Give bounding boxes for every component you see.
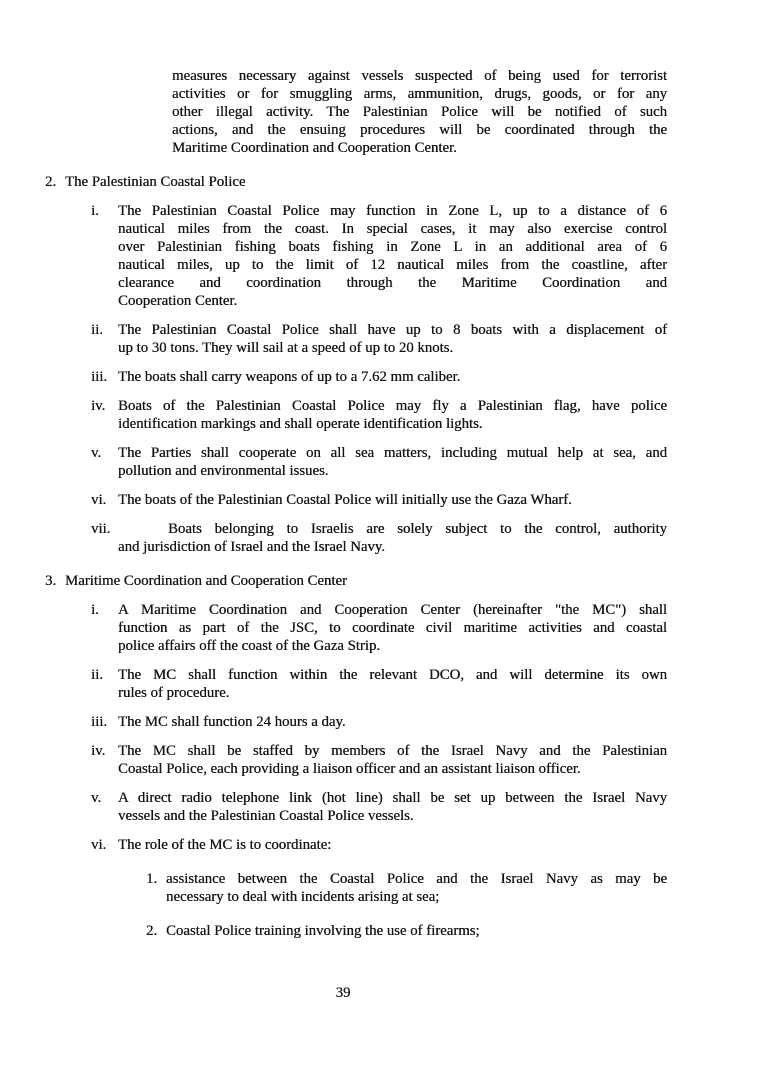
- item-line: A Maritime Coordination and Cooperation Center (hereinafter "the MC") shall: [118, 602, 667, 618]
- sub-item-1: [146, 870, 758, 906]
- item-line: necessary to deal with incidents arising at sea;: [166, 889, 440, 905]
- list-item-iii: [91, 713, 758, 731]
- section-number: 2.: [45, 174, 57, 190]
- item-line: clearance and coordination through the Maritime Coordination and: [118, 275, 667, 291]
- item-line: Cooperation Center.: [118, 293, 238, 309]
- item-line: identification markings and shall operate identification lights.: [118, 416, 483, 432]
- item-line: over Palestinian fishing boats fishing in Zone L in an additional area of 6: [118, 239, 667, 255]
- item-line: The Palestinian Coastal Police shall have up to 8 boats with a displacement of: [118, 322, 667, 338]
- item-text: [118, 202, 667, 310]
- list-item-iii: [91, 368, 758, 386]
- item-line: police affairs off the coast of the Gaza Strip.: [118, 638, 381, 654]
- item-text: [118, 520, 667, 556]
- item-marker: v.: [91, 790, 102, 806]
- item-line: rules of procedure.: [118, 685, 230, 701]
- item-line: Boats belonging to Israelis are solely subject to the control, authority: [168, 521, 667, 537]
- list-item-v: [91, 444, 758, 480]
- section-heading-2: [45, 173, 758, 191]
- paragraph-line: other illegal activity. The Palestinian Police will be notified of such: [172, 104, 667, 120]
- item-text: [118, 666, 667, 702]
- item-line: The Parties shall cooperate on all sea matters, including mutual help at sea, and: [118, 445, 667, 461]
- section-number: 3.: [45, 573, 57, 589]
- paragraph-line: actions, and the ensuing procedures will be coordinated through the: [172, 122, 667, 138]
- item-text: [166, 870, 667, 906]
- item-line: vessels and the Palestinian Coastal Police vessels.: [118, 808, 414, 824]
- paragraph-line: activities or for smuggling arms, ammunition, drugs, goods, or for any: [172, 86, 667, 102]
- list-item-vi: [91, 836, 758, 854]
- item-line: assistance between the Coastal Police and the Israel Navy as may be: [166, 871, 667, 887]
- item-marker: i.: [91, 602, 99, 618]
- item-text: [118, 713, 667, 731]
- item-line: The boats shall carry weapons of up to a 7.62 mm caliber.: [118, 369, 461, 385]
- paragraph-line: Maritime Coordination and Cooperation Center.: [172, 140, 457, 156]
- list-item-i: [91, 601, 758, 655]
- list-item-iv: [91, 397, 758, 433]
- item-line: function as part of the JSC, to coordinate civil maritime activities and coastal: [118, 620, 667, 636]
- item-line: nautical miles, up to the limit of 12 nautical miles from the coastline, after: [118, 257, 667, 273]
- item-line: and jurisdiction of Israel and the Israel Navy.: [118, 539, 385, 555]
- paragraph-line: measures necessary against vessels suspected of being used for terrorist: [172, 68, 667, 84]
- section-title: The Palestinian Coastal Police: [65, 174, 246, 190]
- item-line: The boats of the Palestinian Coastal Police will initially use the Gaza Wharf.: [118, 492, 572, 508]
- item-text: [118, 491, 667, 509]
- item-marker: ii.: [91, 667, 103, 683]
- item-marker: 2.: [146, 923, 158, 939]
- item-text: [118, 742, 667, 778]
- item-marker: 1.: [146, 871, 158, 887]
- item-line: Coastal Police, each providing a liaison officer and an assistant liaison officer.: [118, 761, 581, 777]
- item-line: nautical miles from the coast. In special cases, it may also exercise control: [118, 221, 667, 237]
- item-line: The MC shall be staffed by members of the Israel Navy and the Palestinian: [118, 743, 667, 759]
- item-line: up to 30 tons. They will sail at a speed of up to 20 knots.: [118, 340, 454, 356]
- item-marker: ii.: [91, 322, 103, 338]
- sub-item-2: [146, 922, 758, 940]
- list-item-vi: [91, 491, 758, 509]
- item-marker: iii.: [91, 369, 108, 385]
- item-line: The Palestinian Coastal Police may function in Zone L, up to a distance of 6: [118, 203, 667, 219]
- item-line: pollution and environmental issues.: [118, 463, 329, 479]
- item-marker: iv.: [91, 743, 106, 759]
- list-item-ii: [91, 321, 758, 357]
- item-text: [118, 321, 667, 357]
- item-text: [118, 601, 667, 655]
- item-text: [118, 368, 667, 386]
- list-item-vii: [91, 520, 758, 556]
- item-marker: vi.: [91, 837, 107, 853]
- item-line: Boats of the Palestinian Coastal Police may fly a Palestinian flag, have police: [118, 398, 667, 414]
- item-line: A direct radio telephone link (hot line) shall be set up between the Israel Navy: [118, 790, 667, 806]
- item-marker: vii.: [91, 521, 111, 537]
- item-marker: vi.: [91, 492, 107, 508]
- item-marker: iv.: [91, 398, 106, 414]
- page-number: 39: [335, 985, 351, 1001]
- item-line: The MC shall function within the relevant DCO, and will determine its own: [118, 667, 667, 683]
- list-item-iv: [91, 742, 758, 778]
- list-item-v: [91, 789, 758, 825]
- item-marker: v.: [91, 445, 102, 461]
- item-text: [118, 397, 667, 433]
- item-text: [118, 836, 667, 854]
- item-marker: iii.: [91, 714, 108, 730]
- item-text: [118, 789, 667, 825]
- section-heading-3: [45, 572, 758, 590]
- list-item-ii: [91, 666, 758, 702]
- item-text: [118, 444, 667, 480]
- intro-paragraph: [172, 0, 667, 157]
- section-title: Maritime Coordination and Cooperation Center: [65, 573, 347, 589]
- item-marker: i.: [91, 203, 99, 219]
- list-item-i: [91, 202, 758, 310]
- item-line: The MC shall function 24 hours a day.: [118, 714, 346, 730]
- item-text: [166, 922, 667, 940]
- item-line: The role of the MC is to coordinate:: [118, 837, 332, 853]
- item-line: Coastal Police training involving the use of firearms;: [166, 923, 480, 939]
